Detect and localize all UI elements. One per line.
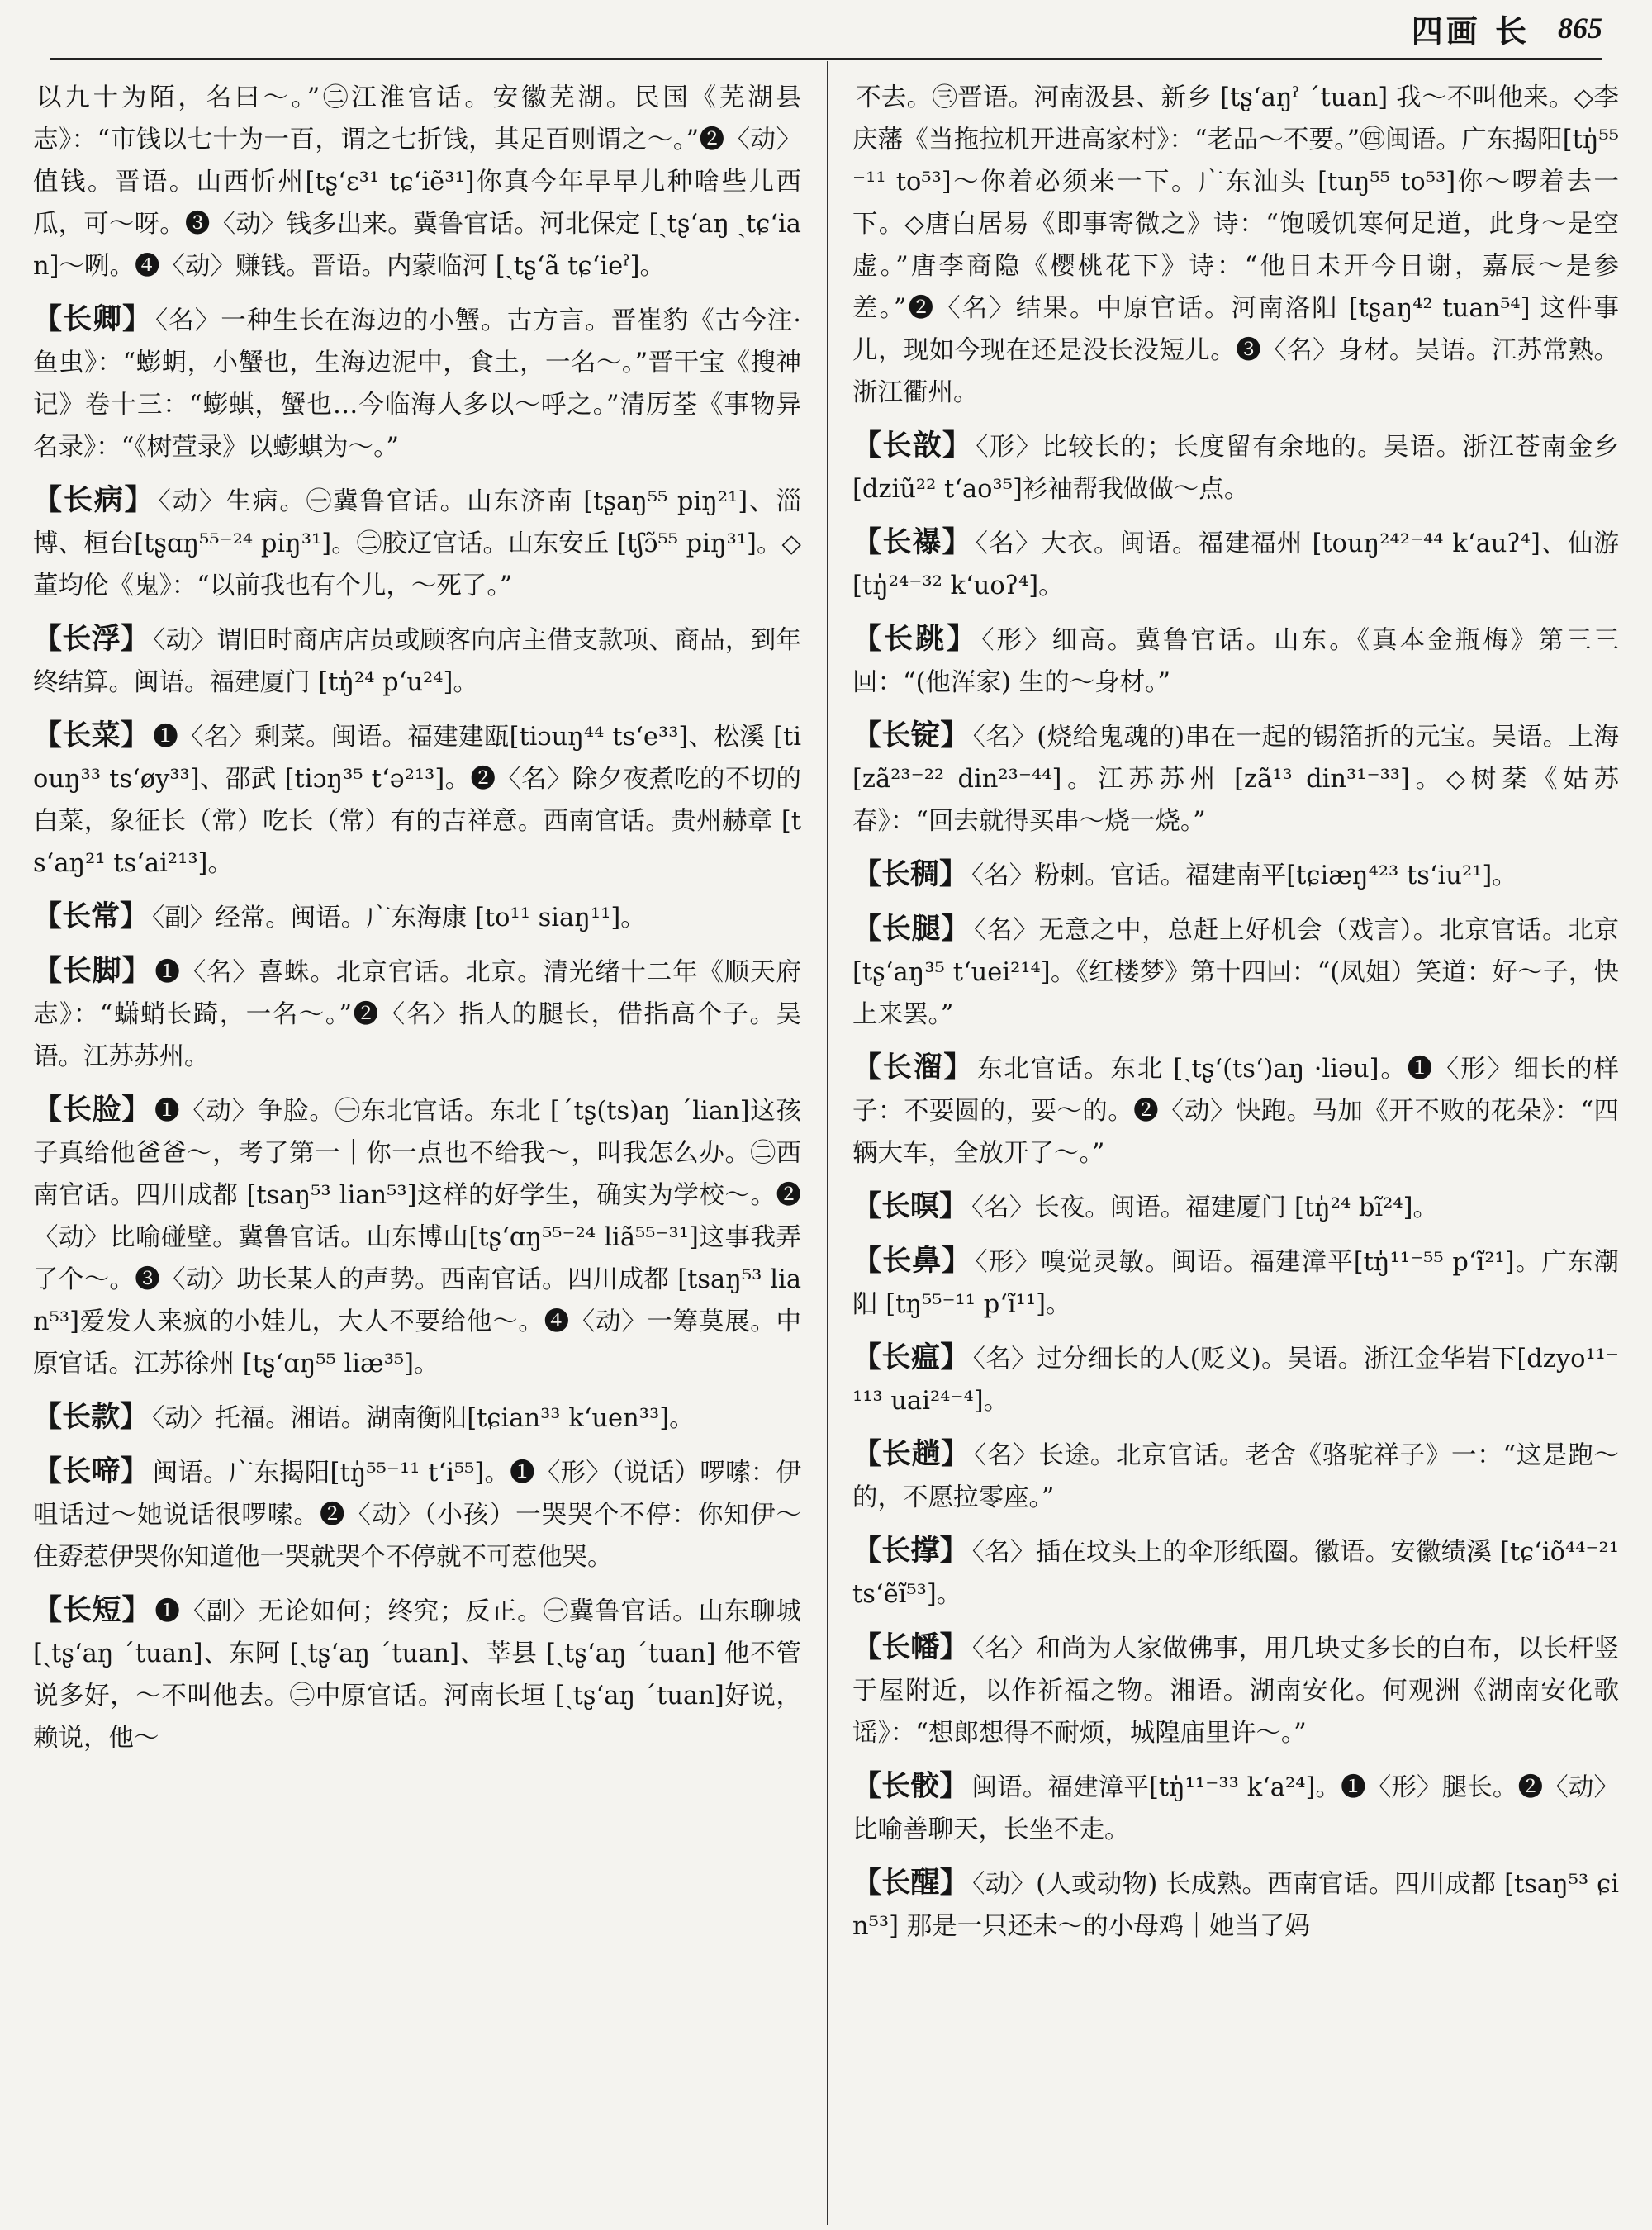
entry-headword: 【长幡】 bbox=[852, 1631, 969, 1664]
dictionary-entry bbox=[852, 425, 1619, 510]
dictionary-entry bbox=[33, 76, 801, 287]
entry-headword: 【长款】 bbox=[33, 1401, 150, 1434]
entry-text: ❶〈名〉剩菜。闽语。福建建瓯[tiɔuŋ⁴⁴ tsʻe³³]、松溪 [tiouŋ³³ tsʻøy³³]、邵武 [tiɔŋ³⁵ tʻə²¹³]。❷〈名〉除夕夜煮吃的不切的白菜，象征长（常）吃长（常）有的吉祥意。西南官话。贵州赫章 [tsʻaŋ²¹ tsʻai²¹³]。 bbox=[33, 723, 801, 878]
entry-text: 闽语。福建漳平[tŋ̍¹¹⁻³³ kʻa²⁴]。❶〈形〉腿长。❷〈动〉比喻善聊天，长坐不走。 bbox=[852, 1773, 1619, 1844]
entry-text: 〈形〉比较长的；长度留有余地的。吴语。浙江苍南金乡 [dziũ²² tʻao³⁵]衫袖帮我做做～点。 bbox=[852, 433, 1619, 504]
entry-text: 闽语。广东揭阳[tŋ̍⁵⁵⁻¹¹ tʻi⁵⁵]。❶〈形〉（说话）啰嗦：伊咀话过～她说话很啰嗦。❷〈动〉（小孩）一哭哭个不停：你知伊～住孬惹伊哭你知道他一哭就哭个不停就不可惹他哭。 bbox=[33, 1459, 801, 1572]
dictionary-entry bbox=[852, 1241, 1619, 1326]
dictionary-entry bbox=[33, 1397, 801, 1440]
entry-text: 〈名〉大衣。闽语。福建福州 [touŋ²⁴²⁻⁴⁴ kʻauʔ⁴]、仙游 [tŋ̍²⁴⁻³² kʻuoʔ⁴]。 bbox=[852, 529, 1619, 600]
dictionary-entry bbox=[852, 1530, 1619, 1616]
dictionary-entry bbox=[33, 1089, 801, 1385]
entry-headword: 【长菜】 bbox=[33, 719, 150, 752]
dictionary-entry bbox=[33, 299, 801, 468]
right-column bbox=[852, 76, 1619, 2227]
entry-text: 〈动〉托福。湘语。湖南衡阳[tɕian³³ kʻuen³³]。 bbox=[152, 1404, 695, 1433]
entry-text: 〈动〉谓旧时商店店员或顾客向店主借支款项、商品，到年终结算。闽语。福建厦门 [tŋ̍²⁴ pʻu²⁴]。 bbox=[33, 626, 801, 697]
page-header bbox=[50, 0, 1602, 56]
entry-headword: 【长锭】 bbox=[852, 719, 970, 752]
entry-text: 〈名〉无意之中，总赶上好机会（戏言）。北京官话。北京[tʂʻaŋ³⁵ tʻuei²¹⁴]。《红楼梦》第十四回：“(凤姐）笑道：好～子，快上来罢。” bbox=[852, 916, 1619, 1029]
entry-headword: 【长啼】 bbox=[33, 1455, 150, 1488]
entry-text: 东北官话。东北 [ˏtʂʻ(tsʻ)aŋ ·liəu]。❶〈形〉细长的样子：不要圆的，要～的。❷〈动〉快跑。马加《开不败的花朵》：“四辆大车，全放开了～。” bbox=[852, 1055, 1619, 1168]
dictionary-entry bbox=[33, 1451, 801, 1578]
entry-headword: 【长瘟】 bbox=[852, 1341, 970, 1374]
entry-text: ❶〈动〉争脸。㊀东北官话。东北 [ˊtʂ(ts)aŋ ˊlian]这孩子真给他爸爸～，考了第一｜你一点也不给我～，叫我怎么办。㊁西南官话。四川成都 [tsaŋ⁵³ lian⁵³]这样的好学生，确实为学校～。❷〈动〉比喻碰壁。冀鲁官话。山东博山[tʂʻɑŋ⁵⁵⁻²⁴ liã⁵⁵⁻³¹]这事我弄了个～。❸〈动〉助长某人的声势。西南官话。四川成都 [tsaŋ⁵³ lian⁵³]爱发人来疯的小娃儿，大人不要给他～。❹〈动〉一筹莫展。中原官话。江苏徐州 [tʂʻɑŋ⁵⁵ liæ³⁵]。 bbox=[33, 1097, 801, 1378]
dictionary-entry bbox=[852, 1766, 1619, 1851]
dictionary-entry bbox=[852, 1047, 1619, 1174]
entry-text: 〈名〉长夜。闽语。福建厦门 [tŋ̍²⁴ bĩ²⁴]。 bbox=[971, 1193, 1439, 1222]
entry-headword: 【长趟】 bbox=[852, 1438, 971, 1471]
page-number: 865 bbox=[1558, 12, 1602, 45]
section-title: 四画 长 bbox=[1411, 12, 1530, 50]
entry-text: 〈名〉插在坟头上的伞形纸圈。徽语。安徽绩溪 [tɕʻiõ⁴⁴⁻²¹ tsʻẽĩ⁵³]。 bbox=[852, 1538, 1619, 1609]
dictionary-entry bbox=[852, 1627, 1619, 1754]
dictionary-entry bbox=[852, 715, 1619, 842]
entry-headword: 【长骹】 bbox=[852, 1770, 969, 1803]
entry-headword: 【长短】 bbox=[33, 1594, 152, 1627]
entry-text: ❶〈副〉无论如何；终究；反正。㊀冀鲁官话。山东聊城 [ˏtʂʻaŋ ˊtuan]、东阿 [ˏtʂʻaŋ ˊtuan]、莘县 [ˏtʂʻaŋ ˊtuan] 他不管说多好，～不叫他去。㊁中原官话。河南长垣 [ˏtʂʻaŋ ˊtuan]好说，赖说，他～ bbox=[33, 1597, 801, 1753]
entry-text: 〈副〉经常。闽语。广东海康 [to¹¹ siaŋ¹¹]。 bbox=[152, 904, 646, 932]
dictionary-entry bbox=[852, 1862, 1619, 1948]
dictionary-entry bbox=[852, 1337, 1619, 1422]
dictionary-entry bbox=[33, 896, 801, 939]
entry-text: 〈形〉嗅觉灵敏。闽语。福建漳平[tŋ̍¹¹⁻⁵⁵ pʻĩ²¹]。广东潮阳 [tŋ⁵⁵⁻¹¹ pʻĩ¹¹]。 bbox=[852, 1248, 1619, 1319]
entry-text: 〈名〉一种生长在海边的小蟹。古方言。晋崔豹《古今注·鱼虫》：“蟛蚏，小蟹也，生海边泥中，食土，一名～。”晋干宝《搜神记》卷十三：“蟛蜞，蟹也…今临海人多以～呼之。”清厉荃《事物异名录》：“《树萱录》以蟛蜞为～。” bbox=[33, 306, 801, 462]
dictionary-entry bbox=[33, 715, 801, 885]
dictionary-entry bbox=[852, 619, 1619, 704]
header-rule bbox=[50, 58, 1602, 60]
entry-headword: 【长襮】 bbox=[852, 526, 972, 559]
entry-text: 〈形〉细高。冀鲁官话。山东。《真本金瓶梅》第三三回：“(他浑家) 生的～身材。” bbox=[852, 626, 1619, 697]
entry-text: 〈名〉粉刺。官话。福建南平[tɕiæŋ⁴²³ tsʻiu²¹]。 bbox=[971, 861, 1517, 890]
entry-headword: 【长浮】 bbox=[33, 623, 150, 656]
entry-headword: 【长敨】 bbox=[852, 429, 973, 463]
entry-headword: 【长常】 bbox=[33, 900, 150, 933]
entry-text: 〈名〉长途。北京官话。老舍《骆驼祥子》一：“这是跑～的，不愿拉零座。” bbox=[852, 1441, 1619, 1512]
dictionary-entry bbox=[852, 76, 1619, 414]
entry-text: ❶〈名〉喜蛛。北京官话。北京。清光绪十二年《顺天府志》：“蟏蛸长踦，一名～。”❷〈名〉指人的腿长，借指高个子。吴语。江苏苏州。 bbox=[33, 958, 801, 1071]
left-column bbox=[33, 76, 801, 2227]
entry-headword: 【长脚】 bbox=[33, 955, 152, 988]
entry-headword: 【长跳】 bbox=[852, 623, 979, 656]
entry-headword: 【长溜】 bbox=[852, 1051, 975, 1084]
entry-headword: 【长脸】 bbox=[33, 1094, 151, 1127]
entry-text: 〈动〉(人或动物) 长成熟。西南官话。四川成都 [tsaŋ⁵³ ɕin⁵³] 那是一只还未～的小母鸡｜她当了妈 bbox=[852, 1870, 1619, 1941]
dictionary-entry bbox=[852, 522, 1619, 607]
dictionary-entry bbox=[852, 854, 1619, 897]
entry-text: 不去。㊂晋语。河南汲县、新乡 [tʂʻaŋˀ ˊtuan] 我～不叫他来。◇李庆藩《当拖拉机开进高家村》：“老品～不要。”㊃闽语。广东揭阳[tŋ̍⁵⁵⁻¹¹ to⁵³]～你着必须来一下。广东汕头 [tuŋ⁵⁵ to⁵³]你～啰着去一下。◇唐白居易《即事寄微之》诗：“饱暖饥寒何足道，此身～是空虚。”唐李商隐《樱桃花下》诗：“他日未开今日谢，嘉辰～是参差。”❷〈名〉结果。中原官话。河南洛阳 [tʂaŋ⁴² tuan⁵⁴] 这件事儿，现如今现在还是没长没短儿。❸〈名〉身材。吴语。江苏常熟。浙江衢州。 bbox=[852, 83, 1619, 407]
dictionary-entry bbox=[852, 1186, 1619, 1229]
entry-text: 〈名〉过分细长的人(贬义)。吴语。浙江金华岩下[dzyo¹¹⁻¹¹³ uai²⁴⁻⁴]。 bbox=[852, 1345, 1619, 1416]
dictionary-entry bbox=[33, 951, 801, 1078]
dictionary-entry bbox=[33, 1590, 801, 1759]
entry-text: 〈名〉和尚为人家做佛事，用几块丈多长的白布，以长杆竖于屋附近，以作祈福之物。湘语。湖南安化。何观洲《湖南安化歌谣》：“想郎想得不耐烦，城隍庙里许～。” bbox=[852, 1635, 1619, 1748]
entry-text: 以九十为陌，名曰～。”㊁江淮官话。安徽芜湖。民国《芜湖县志》：“市钱以七十为一百，谓之七折钱，其足百则谓之～。”❷〈动〉值钱。晋语。山西忻州[tʂʻɛ³¹ tɕʻiẽ³¹]你真今年早早儿种啥些儿西瓜，可～呀。❸〈动〉钱多出来。冀鲁官话。河北保定 [ˏtʂʻaŋ ˏtɕʻian]～咧。❹〈动〉赚钱。晋语。内蒙临河 [ˏtʂʻã tɕʻieˀ]。 bbox=[33, 83, 801, 281]
entry-headword: 【长鼻】 bbox=[852, 1245, 972, 1278]
entry-headword: 【长醒】 bbox=[852, 1867, 970, 1900]
entry-headword: 【长病】 bbox=[33, 484, 155, 517]
dictionary-entry bbox=[33, 619, 801, 704]
entry-text: 〈动〉生病。㊀冀鲁官话。山东济南 [tʂaŋ⁵⁵ piŋ²¹]、淄博、桓台[tʂɑŋ⁵⁵⁻²⁴ piŋ³¹]。㊁胶辽官话。山东安丘 [tʃɔ̃⁵⁵ piŋ³¹]。◇董均伦《鬼》：“以前我也有个儿，～死了。” bbox=[33, 487, 801, 600]
entry-headword: 【长撑】 bbox=[852, 1535, 969, 1568]
entry-headword: 【长稠】 bbox=[852, 858, 969, 891]
entry-headword: 【长暝】 bbox=[852, 1190, 969, 1223]
entry-headword: 【长腿】 bbox=[852, 913, 971, 946]
column-divider bbox=[827, 61, 828, 2225]
entry-text: 〈名〉(烧给鬼魂的)串在一起的锡箔折的元宝。吴语。上海 [zã²³⁻²² din²³⁻⁴⁴]。江苏苏州 [zã¹³ din³¹⁻³³]。◇树棻《姑苏春》：“回去就得买串～烧一烧。” bbox=[852, 723, 1619, 836]
dictionary-entry bbox=[852, 1434, 1619, 1519]
dictionary-entry bbox=[852, 909, 1619, 1036]
dictionary-entry bbox=[33, 480, 801, 607]
entry-headword: 【长卿】 bbox=[33, 303, 153, 336]
